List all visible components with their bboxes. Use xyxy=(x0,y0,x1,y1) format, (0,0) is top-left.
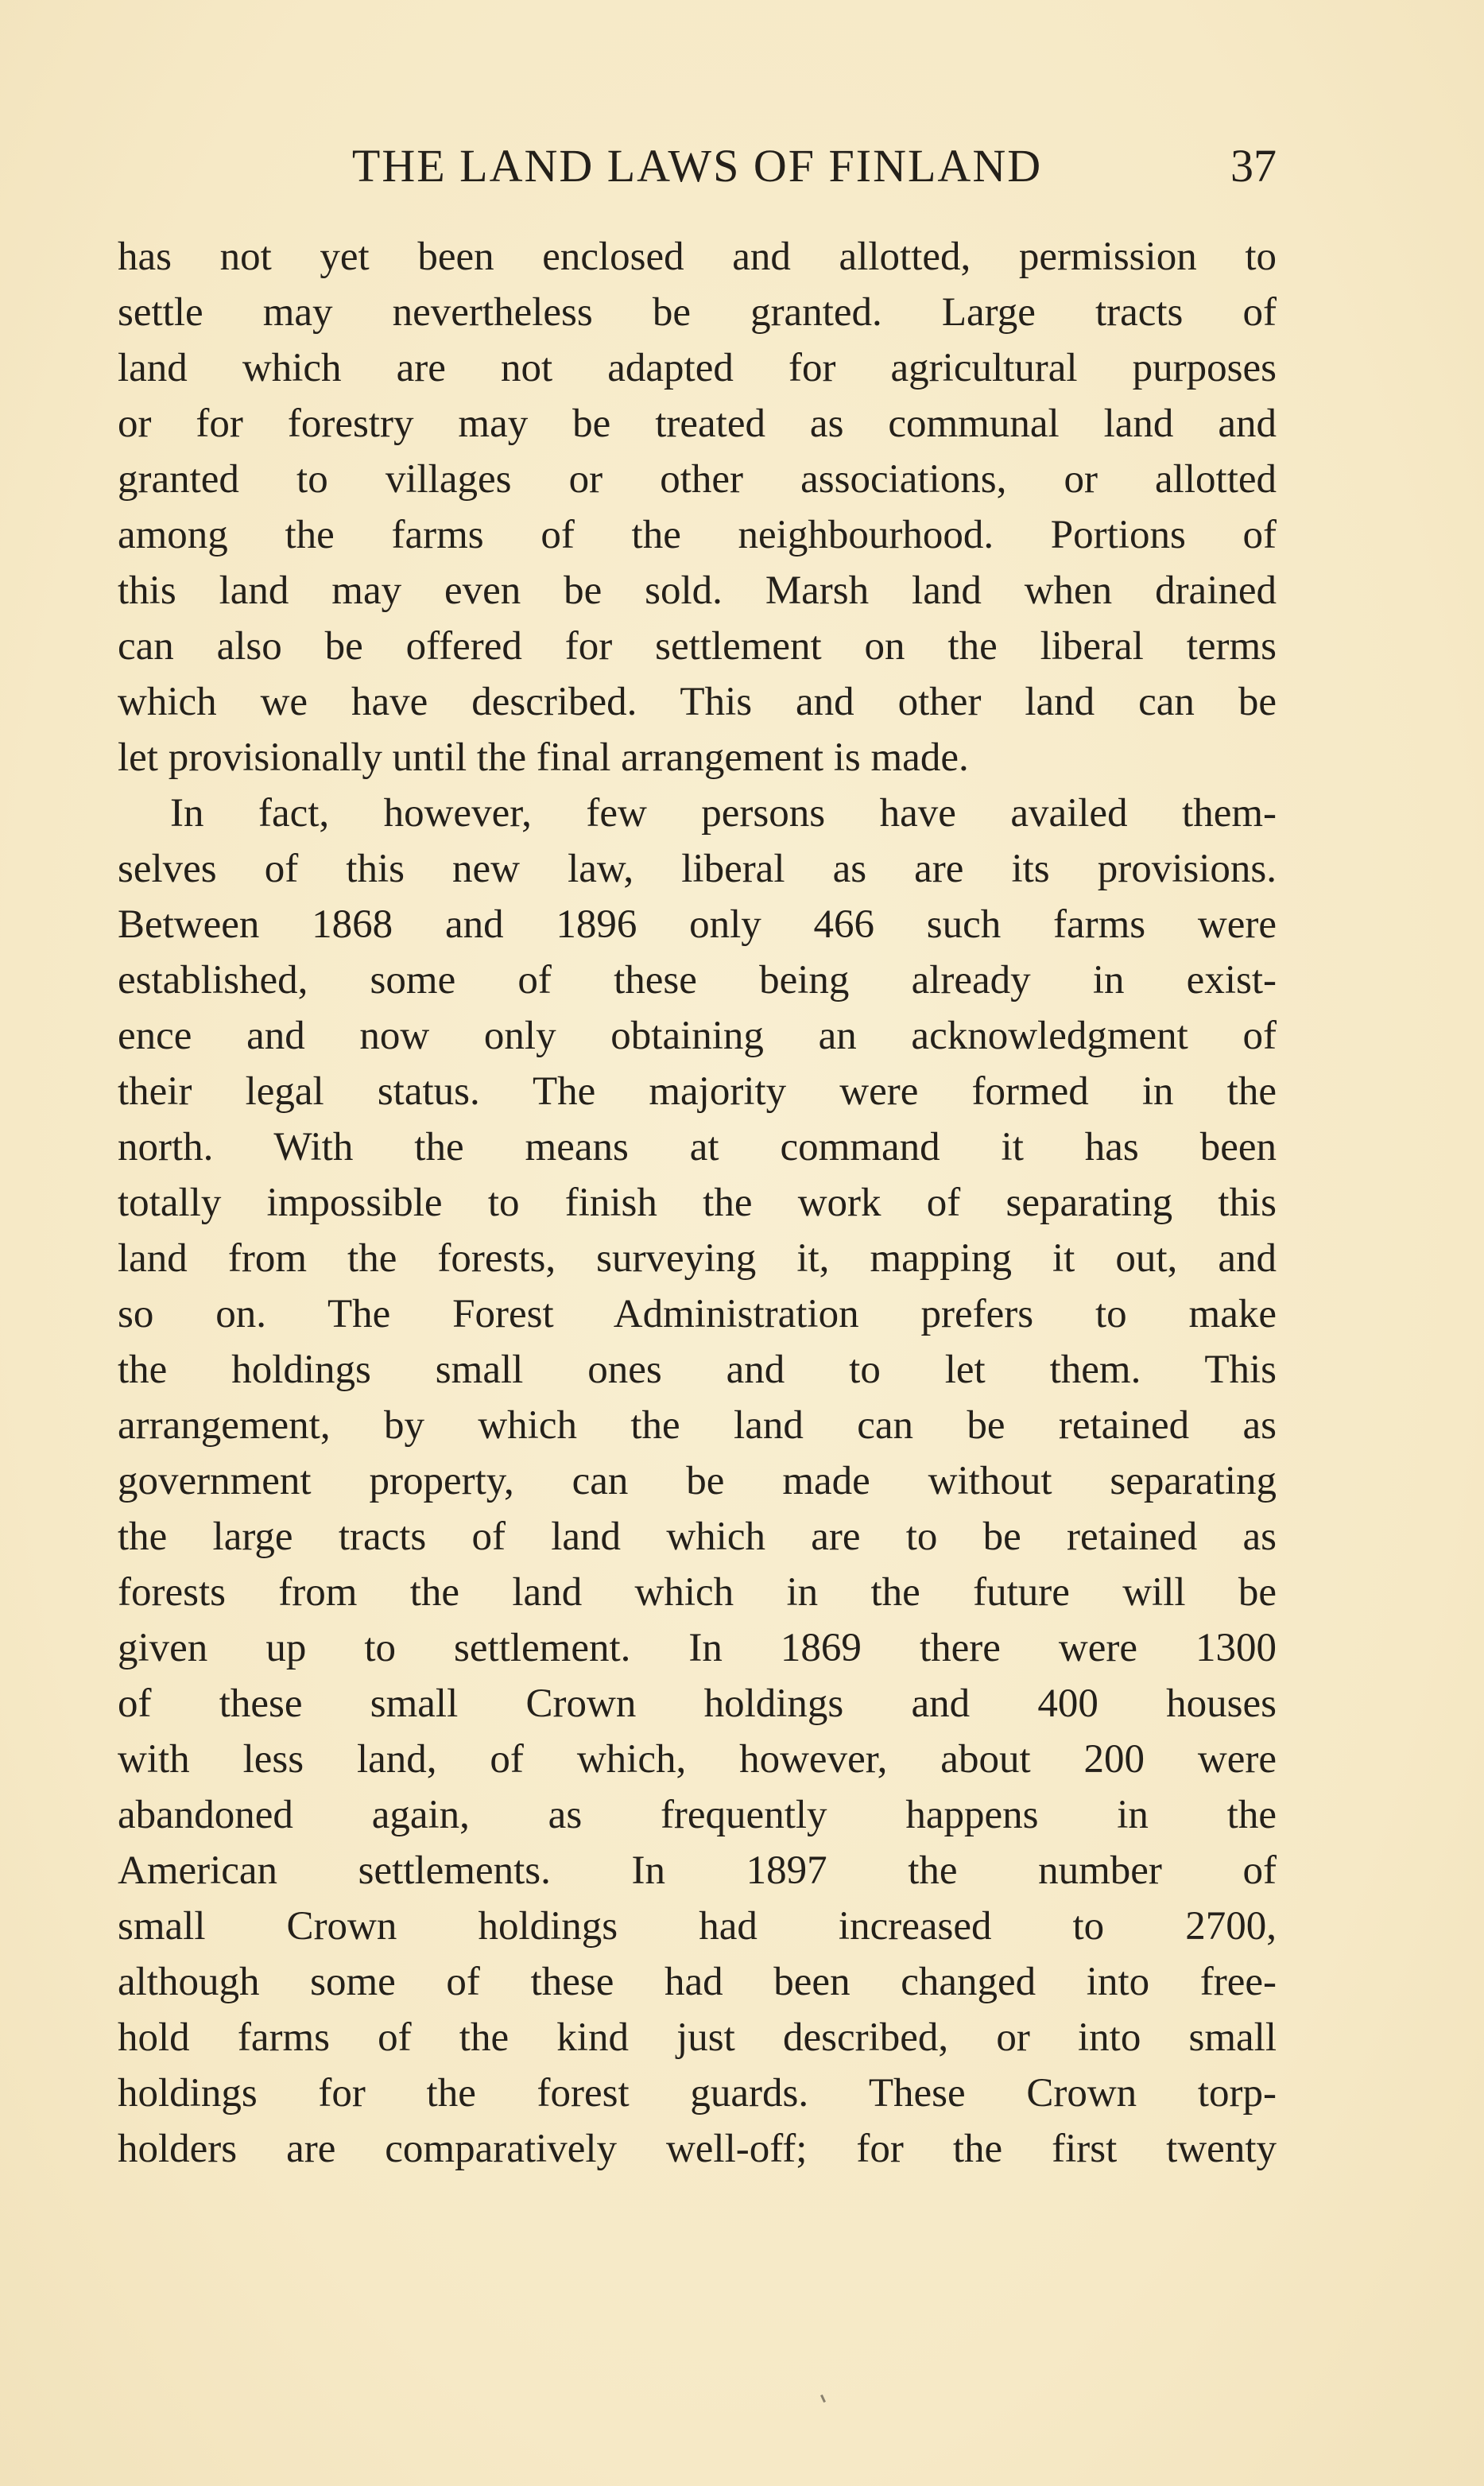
paper-speck xyxy=(820,2395,826,2403)
text-line: forests from the land which in the future will be xyxy=(118,1570,1277,1615)
text-line: hold farms of the kind just described, or into small xyxy=(118,2015,1277,2060)
text-line: abandoned again, as frequently happens in the xyxy=(118,1793,1277,1837)
text-line: holders are comparatively well-off; for the first twenty xyxy=(118,2127,1277,2171)
text-line: arrangement, by which the land can be retained as xyxy=(118,1403,1277,1448)
text-line: ence and now only obtaining an acknowledgment of xyxy=(118,1014,1277,1058)
text-line: north. With the means at command it has been xyxy=(118,1125,1277,1169)
text-line: so on. The Forest Administration prefers to make xyxy=(118,1292,1277,1336)
text-line: holdings for the forest guards. These Crown torp- xyxy=(118,2071,1277,2116)
text-line: has not yet been enclosed and allotted, permission to xyxy=(118,235,1277,279)
text-line: their legal status. The majority were formed in the xyxy=(118,1069,1277,1114)
text-line: land which are not adapted for agricultural purposes xyxy=(118,346,1277,390)
text-line: established, some of these being already in exist- xyxy=(118,958,1277,1003)
text-line: selves of this new law, liberal as are its provisions. xyxy=(118,847,1277,891)
text-line: of these small Crown holdings and 400 houses xyxy=(118,1681,1277,1726)
text-line: which we have described. This and other land can be xyxy=(118,680,1277,724)
text-line: granted to villages or other associations, or allotted xyxy=(118,457,1277,502)
text-line: Between 1868 and 1896 only 466 such farms were xyxy=(118,902,1277,947)
text-line: let provisionally until the final arrangement is made. xyxy=(118,735,969,780)
running-title: THE LAND LAWS OF FINLAND xyxy=(351,140,1043,192)
body-text xyxy=(118,229,1277,2177)
text-line: this land may even be sold. Marsh land when drained xyxy=(118,568,1277,613)
text-line: settle may nevertheless be granted. Large tracts of xyxy=(118,290,1277,335)
text-line: In fact, however, few persons have availed them- xyxy=(170,791,1277,836)
text-line: small Crown holdings had increased to 2700, xyxy=(118,1904,1277,1949)
text-line: American settlements. In 1897 the number of xyxy=(118,1848,1277,1893)
text-line: government property, can be made without separating xyxy=(118,1459,1277,1503)
paragraph xyxy=(118,785,1277,2177)
text-line: with less land, of which, however, about 200 were xyxy=(118,1737,1277,1782)
text-line: totally impossible to finish the work of separating this xyxy=(118,1181,1277,1225)
text-line: the holdings small ones and to let them. This xyxy=(118,1348,1277,1392)
page-number: 37 xyxy=(1230,140,1277,192)
paragraph xyxy=(118,229,1277,785)
text-line: given up to settlement. In 1869 there were 1300 xyxy=(118,1626,1277,1670)
text-line: the large tracts of land which are to be retained as xyxy=(118,1514,1277,1559)
text-line: can also be offered for settlement on the liberal terms xyxy=(118,624,1277,669)
text-line: land from the forests, surveying it, mapping it out, and xyxy=(118,1236,1277,1281)
running-head xyxy=(118,134,1277,197)
text-line: among the farms of the neighbourhood. Portions of xyxy=(118,513,1277,557)
text-line: although some of these had been changed into free- xyxy=(118,1960,1277,2004)
text-line: or for forestry may be treated as communal land and xyxy=(118,401,1277,446)
